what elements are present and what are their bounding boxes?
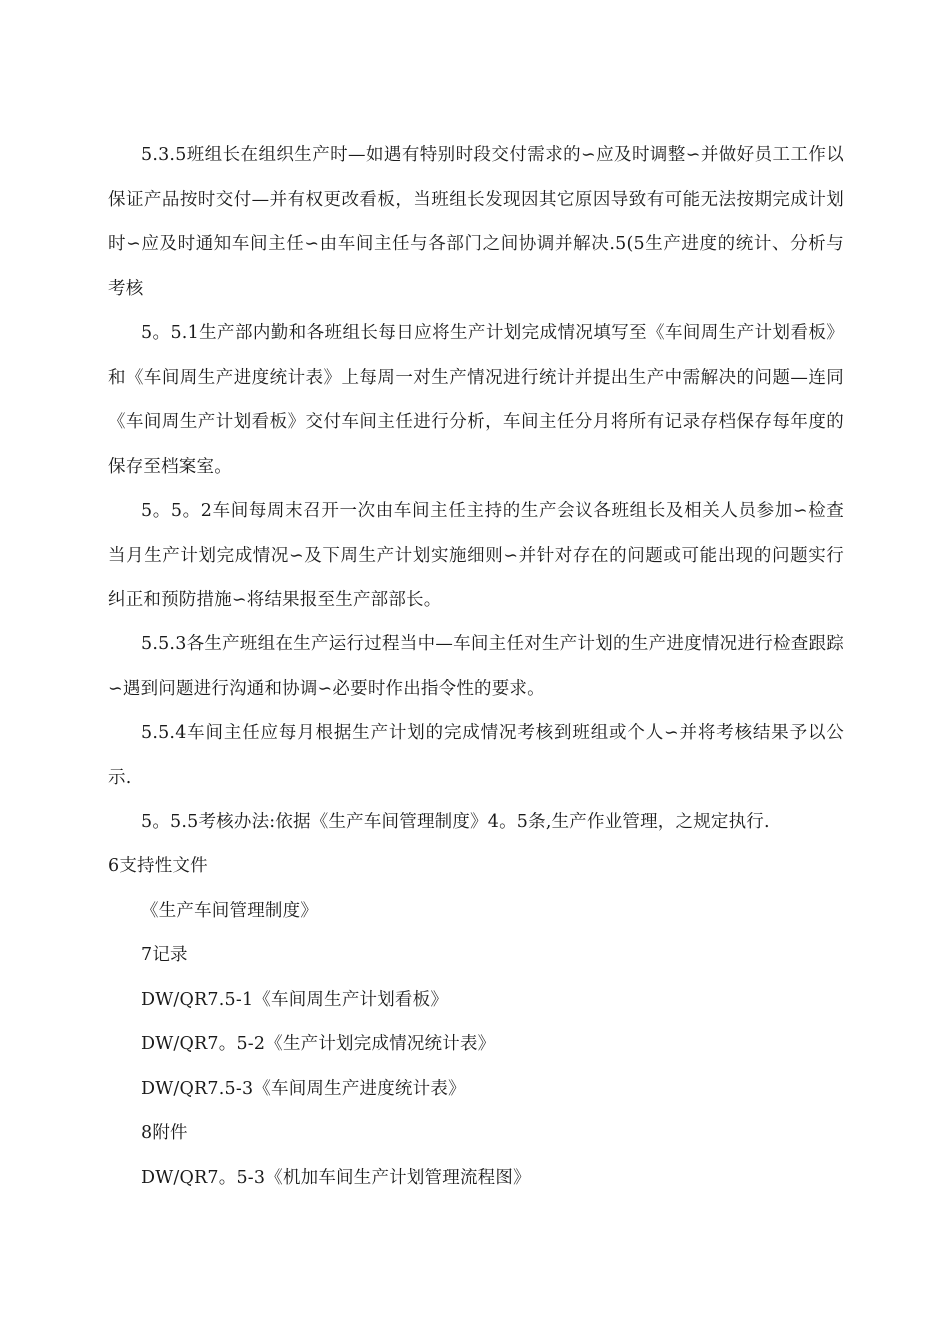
section-8-heading: 8附件 — [141, 1123, 188, 1143]
paragraph-5-3-5: 5.3.5班组长在组织生产时—如遇有特别时段交付需求的∽应及时调整∽并做好员工工作以保证产品按时交付—并有权更改看板，当班组长发现因其它原因导致有可能无法按期完成计划时∽应及时通知车间主任∽由车间主任与各部门之间协调并解决.5(5生产进度的统计、分析与考核 — [108, 145, 844, 299]
record-item: DW/QR7.5-3《车间周生产进度统计表》 — [141, 1079, 466, 1099]
paragraph-5-5-1: 5。5.1生产部内勤和各班组长每日应将生产计划完成情况填写至《车间周生产计划看板》和《车间周生产进度统计表》上每周一对生产情况进行统计并提出生产中需解决的问题—连同《车间周生产计划看板》交付车间主任进行分析，车间主任分月将所有记录存档保存每年度的保存至档案室。 — [108, 323, 844, 477]
section-6-item: 《生产车间管理制度》 — [141, 901, 318, 921]
record-item: DW/QR7。5-2《生产计划完成情况统计表》 — [141, 1034, 496, 1054]
record-item: DW/QR7.5-1《车间周生产计划看板》 — [141, 990, 449, 1010]
paragraph-5-5-2: 5。5。2车间每周末召开一次由车间主任主持的生产会议各班组长及相关人员参加∽检查当月生产计划完成情况∽及下周生产计划实施细则∽并针对存在的问题或可能出现的问题实行纠正和预防措施∽将结果报至生产部部长。 — [108, 501, 844, 610]
paragraph-5-5-5: 5。5.5考核办法:依据《生产车间管理制度》4。5条,生产作业管理，之规定执行. — [141, 812, 770, 832]
section-7-heading: 7记录 — [141, 945, 188, 965]
section-6-heading: 6支持性文件 — [108, 856, 208, 876]
attachment-item: DW/QR7。5-3《机加车间生产计划管理流程图》 — [141, 1168, 531, 1188]
paragraph-5-5-3: 5.5.3各生产班组在生产运行过程当中—车间主任对生产计划的生产进度情况进行检查跟踪∽遇到问题进行沟通和协调∽必要时作出指令性的要求。 — [108, 634, 844, 699]
paragraph-5-5-4: 5.5.4车间主任应每月根据生产计划的完成情况考核到班组或个人∽并将考核结果予以公示. — [108, 723, 844, 788]
